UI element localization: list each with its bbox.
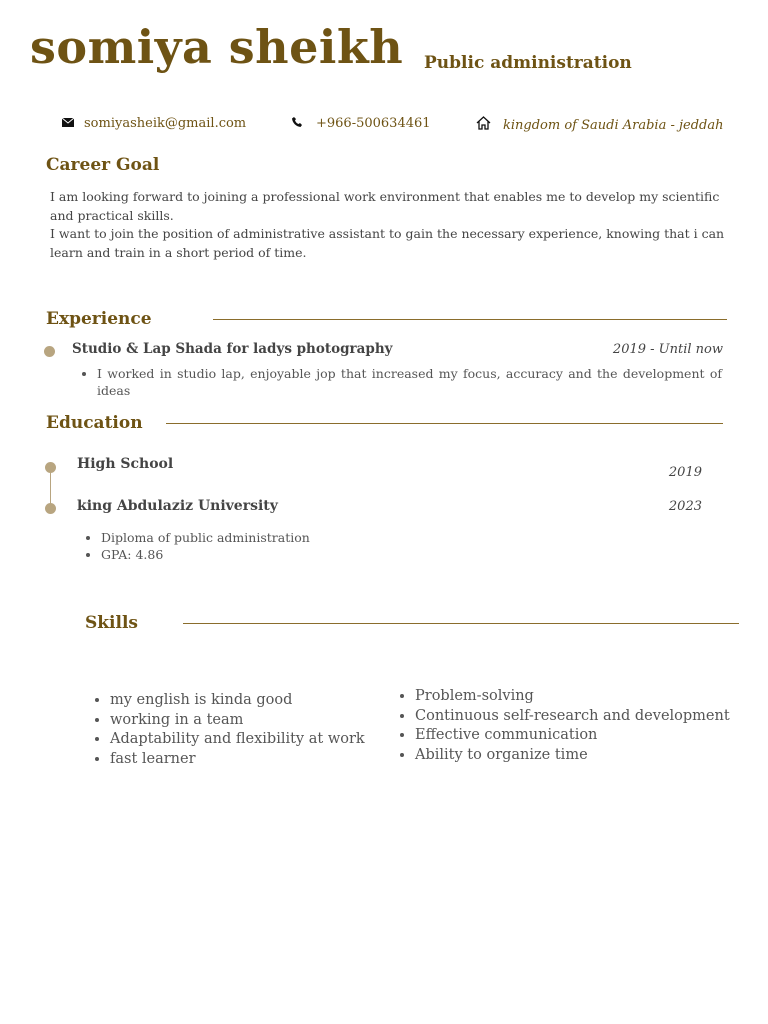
contact-phone[interactable] — [292, 116, 431, 131]
experience-job-description — [80, 366, 722, 399]
home-icon — [476, 116, 491, 134]
skills-divider — [183, 623, 739, 624]
list-item: • Diploma of public administration — [101, 529, 310, 546]
contact-location — [476, 116, 723, 134]
education-entry-date: 2019 — [668, 465, 702, 480]
phone-icon — [292, 116, 302, 131]
phone-text[interactable]: +966-500634461 — [316, 116, 431, 131]
skill-item: • Effective communication — [415, 726, 730, 746]
location-text: kingdom of Saudi Arabia - jeddah — [503, 117, 724, 133]
skills-column-2 — [398, 687, 730, 765]
list-item: • GPA: 4.86 — [101, 546, 310, 563]
career-goal-line: I want to join the position of administrative assistant to gain the necessary experience, knowing that i can learn and train in a short period of time. — [50, 226, 725, 260]
envelope-icon — [62, 116, 74, 131]
candidate-name: somiya sheikh — [30, 20, 404, 74]
email-text[interactable]: somiyasheik@gmail.com — [84, 116, 247, 131]
experience-divider — [213, 319, 727, 320]
list-item: • I worked in studio lap, enjoyable jop that increased my focus, accuracy and the development of ideas — [97, 366, 722, 399]
timeline-dot — [44, 346, 55, 357]
experience-job-title: Studio & Lap Shada for ladys photography — [72, 341, 393, 357]
education-heading: Education — [46, 413, 143, 433]
skill-item: • working in a team — [110, 711, 365, 731]
career-goal-heading: Career Goal — [46, 155, 160, 175]
skill-item: • Ability to organize time — [415, 746, 730, 766]
timeline-connector — [50, 471, 51, 506]
education-entry-name: High School — [77, 456, 174, 472]
skill-item: • my english is kinda good — [110, 691, 365, 711]
skills-column-1 — [93, 691, 365, 769]
job-title-header: Public administration — [424, 53, 632, 73]
skill-item: • Adaptability and flexibility at work — [110, 730, 365, 750]
career-goal-text — [50, 188, 734, 262]
career-goal-line: I am looking forward to joining a professional work environment that enables me to develop my scientific and practical skills. — [50, 189, 720, 223]
skill-item: • Problem-solving — [415, 687, 730, 707]
experience-job-date: 2019 - Until now — [612, 342, 723, 357]
experience-heading: Experience — [46, 309, 152, 329]
timeline-dot — [45, 503, 56, 514]
skills-heading: Skills — [85, 613, 139, 633]
education-entry-date: 2023 — [668, 499, 702, 514]
education-entry-name: king Abdulaziz University — [77, 498, 278, 514]
education-divider — [166, 423, 723, 424]
education-details — [85, 529, 310, 563]
skill-item: • Continuous self-research and development — [415, 707, 730, 727]
contact-email[interactable] — [62, 116, 246, 131]
skill-item: • fast learner — [110, 750, 365, 770]
